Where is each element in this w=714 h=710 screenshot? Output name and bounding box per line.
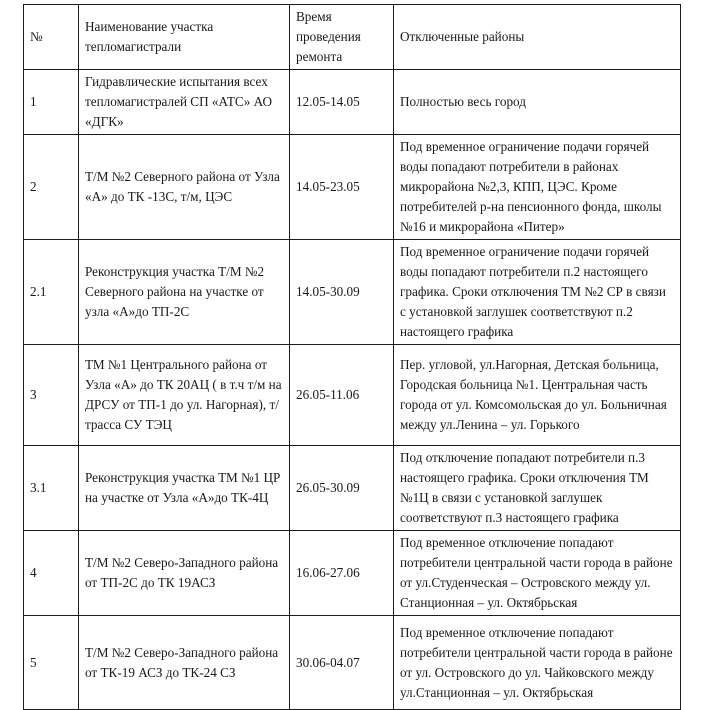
header-time: Время проведения ремонта	[290, 5, 394, 70]
row-time: 12.05-14.05	[290, 70, 394, 135]
row-time: 30.06-04.07	[290, 616, 394, 710]
row-districts: Под временное отключение попадают потребители центральной части города в районе от ул.Студенческая – Островского между ул. Станционная – ул. Октябрьская	[394, 531, 681, 616]
row-num: 3.1	[24, 446, 79, 531]
table-row	[24, 345, 681, 446]
row-num: 3	[24, 345, 79, 446]
table-header-row	[24, 5, 681, 70]
header-name: Наименование участка тепломагистрали	[79, 5, 290, 70]
row-districts: Под временное ограничение подачи горячей воды попадают потребители п.2 настоящего графика. Сроки отключения ТМ №2 СР в связи с установкой заглушек соответствуют п.2 настоящего графика	[394, 240, 681, 345]
table-row	[24, 446, 681, 531]
table-row	[24, 70, 681, 135]
row-num: 5	[24, 616, 79, 710]
row-name: Реконструкция участка ТМ №1 ЦР на участке от Узла «А»до ТК-4Ц	[79, 446, 290, 531]
row-name: ТМ №1 Центрального района от Узла «А» до ТК 20АЦ ( в т.ч т/м на ДРСУ от ТП-1 до ул. Нагорная), т/трасса СУ ТЭЦ	[79, 345, 290, 446]
row-time: 14.05-23.05	[290, 135, 394, 240]
row-num: 2.1	[24, 240, 79, 345]
row-num: 1	[24, 70, 79, 135]
row-num: 2	[24, 135, 79, 240]
table-row	[24, 531, 681, 616]
row-name: Т/М №2 Северо-Западного района от ТК-19 АСЗ до ТК-24 СЗ	[79, 616, 290, 710]
row-name: Реконструкция участка Т/М №2 Северного района на участке от узла «А»до ТП-2С	[79, 240, 290, 345]
row-districts: Полностью весь город	[394, 70, 681, 135]
table-row	[24, 616, 681, 710]
header-num: №	[24, 5, 79, 70]
repair-schedule-table	[23, 4, 681, 710]
table-row	[24, 240, 681, 345]
header-districts: Отключенные районы	[394, 5, 681, 70]
row-num: 4	[24, 531, 79, 616]
row-time: 16.06-27.06	[290, 531, 394, 616]
row-districts: Под отключение попадают потребители п.3 настоящего графика. Сроки отключения ТМ №1Ц в связи с установкой заглушек соответствуют п.3 настоящего графика	[394, 446, 681, 531]
row-name: Гидравлические испытания всех тепломагистралей СП «АТС» АО «ДГК»	[79, 70, 290, 135]
row-districts: Под временное отключение попадают потребители центральной части города в районе от ул. Островского до ул. Чайковского между ул.Станционная – ул. Октябрьская	[394, 616, 681, 710]
row-time: 14.05-30.09	[290, 240, 394, 345]
table-row	[24, 135, 681, 240]
row-time: 26.05-30.09	[290, 446, 394, 531]
row-time: 26.05-11.06	[290, 345, 394, 446]
row-districts: Пер. угловой, ул.Нагорная, Детская больница, Городская больница №1. Центральная часть города от ул. Комсомольская до ул. Больничная между ул.Ленина – ул. Горького	[394, 345, 681, 446]
row-districts: Под временное ограничение подачи горячей воды попадают потребители в районах микрорайона №2,3, КПП, ЦЭС. Кроме потребителей р-на пенсионного фонда, школы №16 и микрорайона «Питер»	[394, 135, 681, 240]
repair-schedule	[23, 4, 681, 710]
row-name: Т/М №2 Северного района от Узла «А» до ТК -13С, т/м, ЦЭС	[79, 135, 290, 240]
row-name: Т/М №2 Северо-Западного района от ТП-2С до ТК 19АСЗ	[79, 531, 290, 616]
